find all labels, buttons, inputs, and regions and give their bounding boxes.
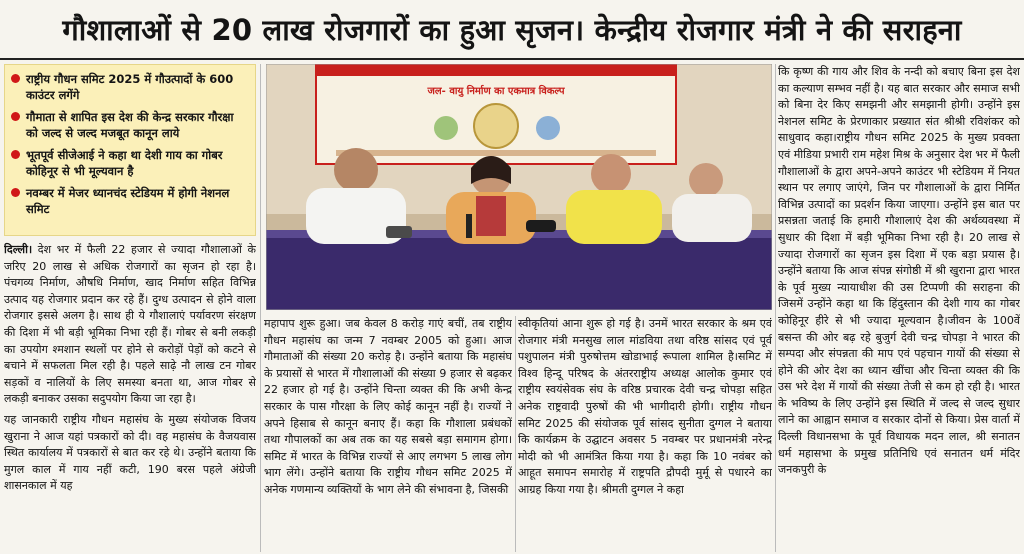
- highlight-text: भूतपूर्व सीजेआई ने कहा था देशी गाय का गोबर कोहिनूर से भी मूल्यवान है: [26, 148, 223, 178]
- red-bullet-icon: [11, 188, 20, 197]
- highlight-text: नवम्बर में मेजर ध्यानचंद स्टेडियम में होगी नेशनल समिट: [26, 186, 230, 216]
- red-bullet-icon: [11, 112, 20, 121]
- banner-text: जल- वायु निर्माण का एकमात्र विकल्प: [427, 86, 565, 97]
- headline-rule: [0, 58, 1024, 60]
- paragraph-text: महापाप शुरू हुआ। जब केवल 8 करोड़ गाएं बचीं, तब राष्ट्रीय गौधन महासंघ का जन्म 7 नवम्बर 2005 को हुआ। आज गौमाताओं की संख्या 20 करोड़ है। उन्होंने बताया कि महासंघ के प्रयासों से भारत में गौशालाओं की संख्या 9 हजार से बढ़कर 22 हजार हो गई है। उन्होंने चिन्ता व्यक्त की कि अभी केन्द्र सरकार के पास गौरक्षा के लिए कोई कानून नहीं है। राज्यों ने अपने हिसाब से कानून बनाए हैं। कहा कि गौशाला प्रबंधकों तथा गौपालकों का अब तक का यह सबसे बड़ा समागम होगा। समिट में भारत के विभिन्न राज्यों से आए लगभग 5 लाख लोग भाग लेंगे। उन्होंने बताया कि राष्ट्रीय गौधन समिट 2025 में अनेक गणमान्य व्यक्तियों के भाग लेने की संभावना है, जिसकी: [264, 317, 512, 496]
- paragraph-text: कि कृष्ण की गाय और शिव के नन्दी को बचाए बिना इस देश का कल्याण सम्भव नहीं है। यह बात सरकार और समाज सभी को बिना देर किए समझनी और समझानी होगी। उन्होंने इस नेशनल समिट के प्रेरणाकार प्रख्यात संत श्रीश्री रविशंकर को साधुवाद कहा।राष्ट्रीय गौधन समिट 2025 के मुख्य प्रवक्ता एवं मीडिया प्रभारी राम महेश मिश्र के अनुसार देश भर में फैली गौशालाओं के द्वारा अपने-अपने काउंटर भी स्टेडियम में नियत स्थान पर लगाए जाएंगे, जिन पर गौशालाओं के द्वारा निर्मित विभिन्न उत्पादों का प्रदर्शन किया जाएगा। उन्होंने इस बात पर प्रसन्नता जताई कि हमारी गौशालाएं देश की अर्थव्यवस्था में सुधार की दिशा में बड़ी भूमिका निभा रही है। 20 लाख से ज्यादा रोजगारों का सृजन इस दिशा में एक बड़ा प्रयास है। उन्होंने बताया कि आज संपन्न संगोष्ठी में श्री खुराना द्वारा भारत के पूर्व मुख्य न्यायाधीश की उस टिप्पणी की सराहना की जिसमें उन्होंने कहा था कि हिंदुस्तान की देशी गाय का गोबर कोहिनूर हीरे से भी ज्यादा मूल्यवान है।जीवन के 100वें बसन्त की ओर बढ़ रहे बुजुर्ग देवी चन्द्र चोपड़ा ने भारत की सम्पदा और संपन्नता की माप एवं पहचान गायों की संख्या से होने की ओर देश का ध्यान खींचा और चिन्ता व्यक्त की कि उस भरे देश में गायों की संख्या तेजी से कम हो रही है। भारत के भविष्य के लिए उन्होंने इस स्थिति में जल्द से जल्द सुधार लाने का आह्वान समाज व सरकार दोनों से किया। प्रेस वार्ता में दिल्ली विधानसभा के पूर्व विधायक मदन लाल, श्री सनातन धर्म महासभा के प्रमुख प्रतिनिधि एवं सनातन धर्म मंदिर जनकपुरी के: [778, 65, 1020, 477]
- highlight-item: [11, 185, 249, 217]
- paragraph-text: स्वीकृतियां आना शुरू हो गई है। उनमें भारत सरकार के श्रम एवं रोजगार मंत्री मनसुख लाल मांडविया तथा वरिष्ठ सांसद एवं पूर्व पशुपालन मंत्री पुरुषोत्तम खोडाभाई रूपाला शामिल है।समिट में विश्व हिन्दू परिषद के अंतरराष्ट्रीय अध्यक्ष आलोक कुमार एवं राष्ट्रीय स्वयंसेवक संघ के वरिष्ठ प्रचारक देवी चन्द्र चोपड़ा सहित अनेक राष्ट्रवादी पुरुषों की भी भागीदारी होगी। राष्ट्रीय गौधन समिट 2025 की संयोजक पूर्व सांसद सुनीता दुग्गल ने बताया कि कार्यक्रम के उद्घाटन अवसर 5 नवम्बर पर प्रधानमंत्री नरेन्द्र मोदी को भी आमंत्रित किया गया है। कहा कि 10 नवंबर को आहूत समापन समारोह में राष्ट्रपति द्रौपदी मुर्मू से पधारने का आग्रह किया गया है। श्रीमती दुग्गल ने कहा: [518, 317, 772, 496]
- paragraph-text: यह जानकारी राष्ट्रीय गौधन महासंघ के मुख्य संयोजक विजय खुराना ने आज यहां पत्रकारों को दी। वह महासंघ के वैजयवास स्थित कार्यालय में पत्रकारों से बात कर रहे थे। उन्होंने बताया कि मुगल काल में गाय नहीं कटी, 190 बरस पहले अंग्रेजी शासनकाल में यह: [4, 412, 256, 493]
- article-column-2: [264, 316, 512, 552]
- column-divider: [775, 64, 776, 552]
- press-conference-photo: [266, 64, 772, 310]
- highlight-item: [11, 71, 249, 103]
- highlights-box: [4, 64, 256, 236]
- headline: गौशालाओं से 20 लाख रोजगारों का हुआ सृजन। केन्द्रीय रोजगार मंत्री ने की सराहना: [62, 12, 962, 47]
- red-bullet-icon: [11, 74, 20, 83]
- article-paragraph: [4, 242, 256, 408]
- highlight-item: [11, 147, 249, 179]
- highlight-item: [11, 109, 249, 141]
- article-column-3: [518, 316, 772, 552]
- article-column-4: [778, 64, 1020, 552]
- paragraph-text: देश भर में फैली 22 हजार से ज्यादा गौशालाओं के जरिए 20 लाख से अधिक रोजगारों का सृजन हो रहा है। पंचगव्य निर्माण, औषधि निर्माण, खाद निर्माण सहित विभिन्न उत्पाद यह रोजगार प्रदान कर रहे हैं। दुग्ध उत्पादन से होने वाला रोजगार इससे अलग है। साथ ही ये गौशालाएं पर्यावरण संरक्षण की दिशा में भी बड़ी भूमिका निभा रही हैं। गोबर से बनी लकड़ी का उपयोग श्मशान स्थलों पर होने से करोड़ों पेड़ों को कटने से बचाने में सफलता मिल रही है। पहले साढ़े नौ लाख टन गोबर सड़कों व नालियों के लिए समस्या बनता था, आज गोबर से लकड़ी बनाकर उसका सदुपयोग किया जा रहा है।: [4, 243, 256, 406]
- highlight-text: गौमाता से शापित इस देश की केन्द्र सरकार गौरक्षा को जल्द से जल्द मजबूत कानून लाये: [26, 110, 234, 140]
- column-divider: [260, 64, 261, 552]
- highlight-text: राष्ट्रीय गौधन समिट 2025 में गौउत्पादों के 600 काउंटर लगेंगे: [26, 72, 234, 102]
- press-conference-illustration: [266, 64, 772, 310]
- red-bullet-icon: [11, 150, 20, 159]
- article-paragraph: [4, 412, 256, 495]
- article-column-1: [4, 242, 256, 552]
- dateline: दिल्ली।: [4, 243, 33, 256]
- column-divider: [515, 316, 516, 552]
